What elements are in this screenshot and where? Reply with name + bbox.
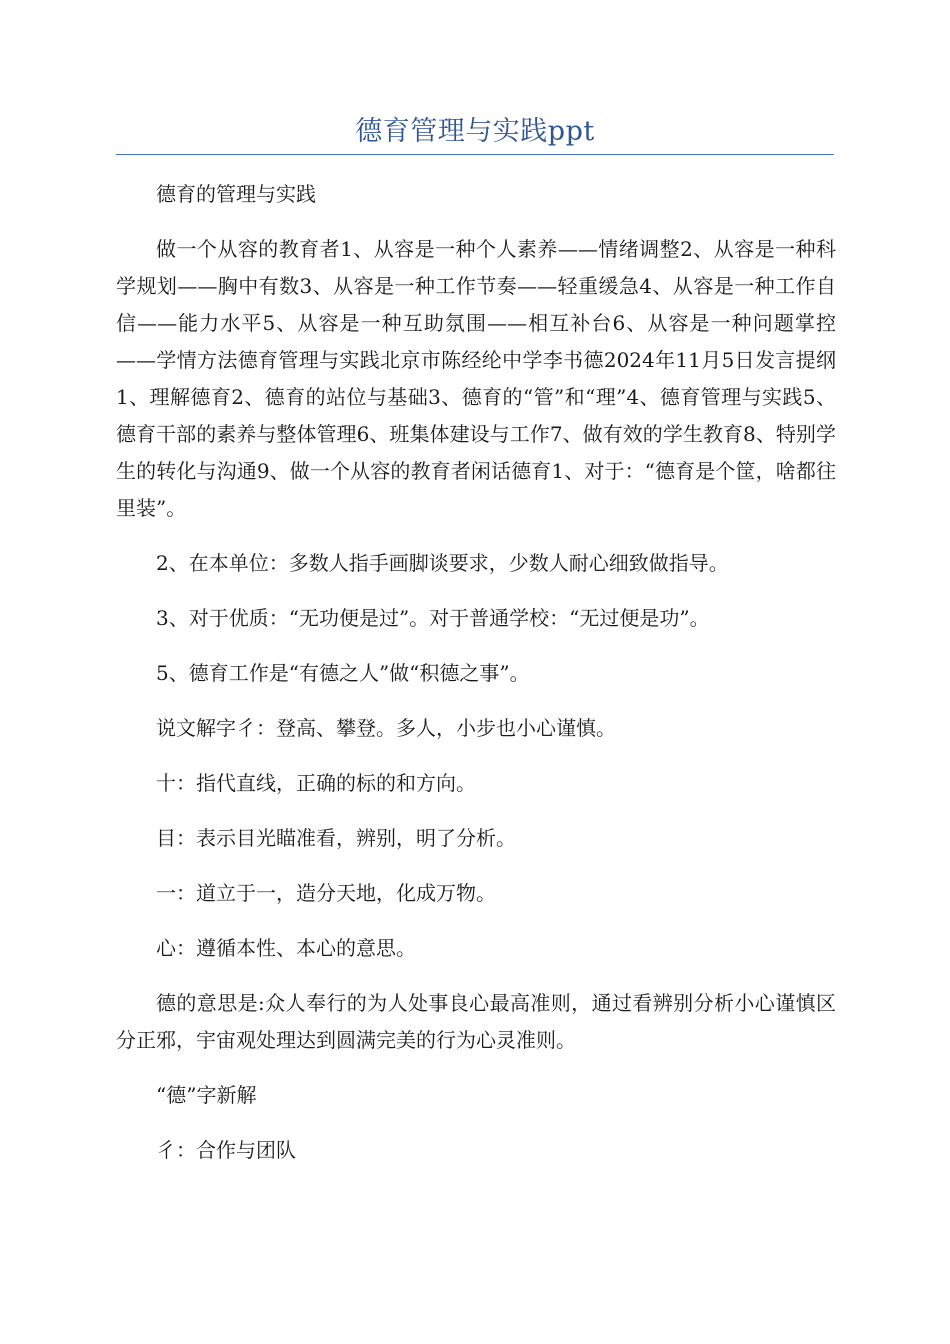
paragraph: 一：道立于一，造分天地，化成万物。 bbox=[156, 881, 496, 905]
paragraph: 2、在本单位：多数人指手画脚谈要求，少数人耐心细致做指导。 bbox=[156, 551, 729, 575]
paragraph: 3、对于优质：“无功便是过”。对于普通学校：“无过便是功”。 bbox=[156, 606, 710, 630]
paragraph-heading: 德育的管理与实践 bbox=[156, 182, 316, 206]
document-body bbox=[116, 176, 836, 1187]
paragraph: “德”字新解 bbox=[156, 1083, 257, 1107]
paragraph: 5、德育工作是“有德之人”做“积德之事”。 bbox=[156, 661, 530, 685]
paragraph: 德的意思是:众人奉行的为人处事良心最高准则，通过看辨别分析小心谨慎区分正邪，宇宙观处理达到圆满完美的行为心灵准则。 bbox=[116, 991, 836, 1052]
title-underline bbox=[116, 154, 834, 155]
paragraph: 彳：合作与团队 bbox=[156, 1138, 296, 1162]
paragraph: 说文解字彳：登高、攀登。多人，小步也小心谨慎。 bbox=[156, 716, 616, 740]
paragraph: 目：表示目光瞄准看，辨别，明了分析。 bbox=[156, 826, 516, 850]
paragraph: 十：指代直线，正确的标的和方向。 bbox=[156, 771, 476, 795]
document-title: 德育管理与实践ppt bbox=[355, 116, 595, 147]
paragraph: 做一个从容的教育者1、从容是一种个人素养——情绪调整2、从容是一种科学规划——胸中有数3、从容是一种工作节奏——轻重缓急4、从容是一种工作自信——能力水平5、从容是一种互助氛围——相互补台6、从容是一种问题掌控——学情方法德育管理与实践北京市陈经纶中学李书德2024年11月5日发言提纲1、理解德育2、德育的站位与基础3、德育的“管”和“理”4、德育管理与实践5、德育干部的素养与整体管理6、班集体建设与工作7、做有效的学生教育8、特别学生的转化与沟通9、做一个从容的教育者闲话德育1、对于：“德育是个筐，啥都往里装”。 bbox=[116, 237, 836, 520]
paragraph: 心：遵循本性、本心的意思。 bbox=[156, 936, 416, 960]
